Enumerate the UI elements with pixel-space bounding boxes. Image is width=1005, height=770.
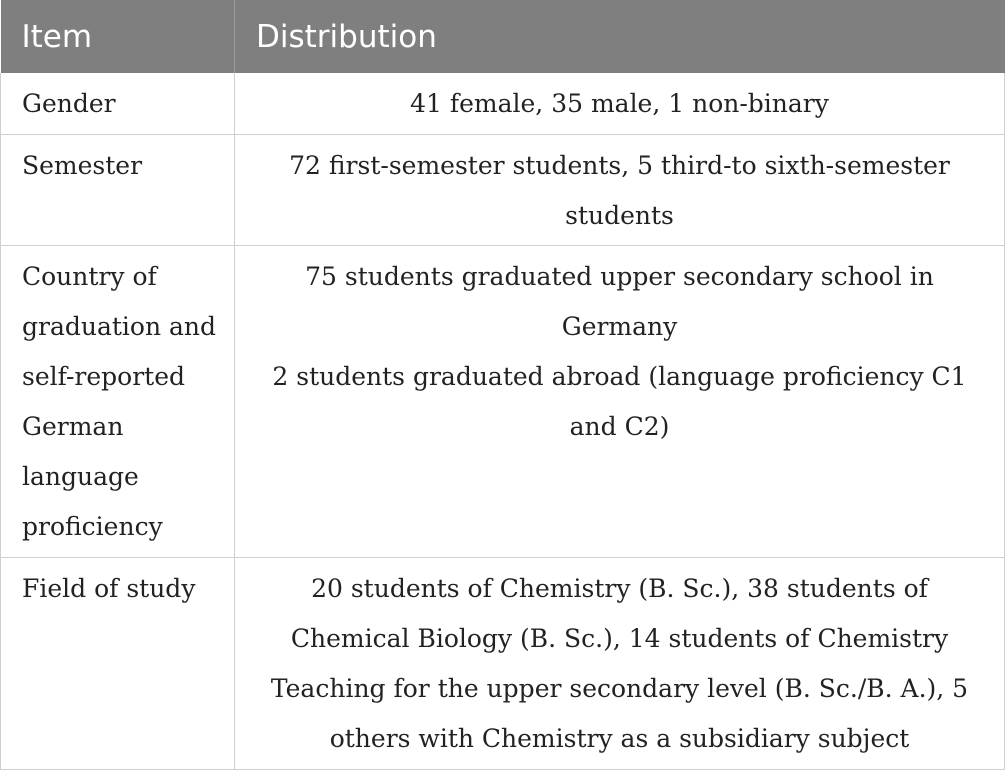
- cell-distribution: [235, 134, 1005, 245]
- table-row-gender: [1, 73, 1005, 134]
- header-distribution: Distribution: [235, 0, 1005, 73]
- distribution-line: 75 students graduated upper secondary school in Germany: [305, 261, 934, 341]
- table-row-country: [1, 245, 1005, 557]
- distribution-line: 72 first-semester students, 5 third-to sixth-semester students: [289, 150, 950, 230]
- distribution-line: 20 students of Chemistry (B. Sc.), 38 students of Chemical Biology (B. Sc.), 14 students of Chemistry Teaching for the upper secondary level (B. Sc./B. A.), 5 others with Chemistry as a subsidiary subject: [270, 573, 969, 753]
- table-body: [1, 73, 1005, 769]
- cell-distribution: [235, 557, 1005, 769]
- table-row-semester: [1, 134, 1005, 245]
- table-header: [1, 0, 1005, 73]
- cell-distribution: [235, 73, 1005, 134]
- cell-distribution: [235, 245, 1005, 557]
- table-row-field-of-study: [1, 557, 1005, 769]
- cell-item: Country of graduation and self-reported German language proficiency: [1, 245, 235, 557]
- cell-item: Semester: [1, 134, 235, 245]
- distribution-line: 41 female, 35 male, 1 non-binary: [410, 89, 829, 118]
- cell-item: Gender: [1, 73, 235, 134]
- header-row: [1, 0, 1005, 73]
- header-item: Item: [1, 0, 235, 73]
- cell-item: Field of study: [1, 557, 235, 769]
- distribution-line: 2 students graduated abroad (language proficiency C1 and C2): [272, 361, 967, 441]
